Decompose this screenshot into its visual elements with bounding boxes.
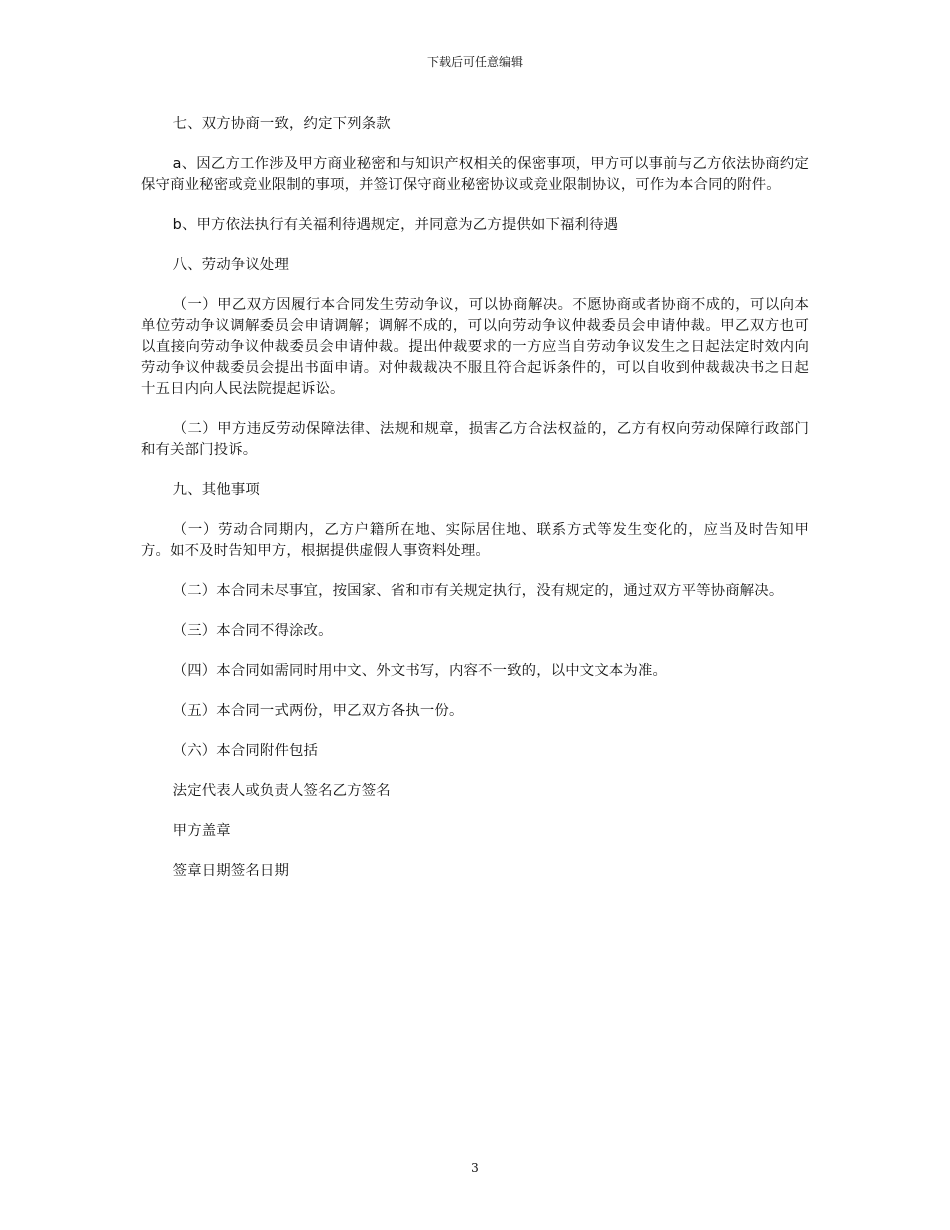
signature-line-seal: 甲方盖章 bbox=[172, 823, 231, 839]
clause-9-5: （五）本合同一式两份，甲乙双方各执一份。 bbox=[172, 703, 464, 719]
clause-7a: a、因乙方工作涉及甲方商业秘密和与知识产权相关的保密事项，甲方可以事前与乙方依法协商约定保守商业秘密或竞业限制的事项，并签订保守商业秘密协议或竞业限制协议，可作为本合同的附件。 bbox=[141, 156, 809, 193]
section-9-heading: 九、其他事项 bbox=[172, 482, 260, 498]
section-7-heading: 七、双方协商一致，约定下列条款 bbox=[172, 116, 391, 132]
clause-8-1: （一）甲乙双方因履行本合同发生劳动争议，可以协商解决。不愿协商或者协商不成的，可以向本单位劳动争议调解委员会申请调解；调解不成的，可以向劳动争议仲裁委员会申请仲裁。甲乙双方也可以直接向劳动争议仲裁委员会申请仲裁。提出仲裁要求的一方应当自劳动争议发生之日起法定时效内向劳动争议仲裁委员会提出书面申请。对仲裁裁决不服且符合起诉条件的，可以自收到仲裁裁决书之日起十五日内向人民法院提起诉讼。 bbox=[141, 297, 809, 397]
clause-9-2: （二）本合同未尽事宜，按国家、省和市有关规定执行，没有规定的，通过双方平等协商解决。 bbox=[172, 583, 784, 599]
page-number: 3 bbox=[471, 1161, 479, 1175]
document-body bbox=[141, 114, 809, 901]
clause-9-6: （六）本合同附件包括 bbox=[172, 743, 319, 759]
clause-9-1: （一）劳动合同期内，乙方户籍所在地、实际居住地、联系方式等发生变化的，应当及时告知甲方。如不及时告知甲方，根据提供虚假人事资料处理。 bbox=[141, 522, 809, 559]
clause-8-2: （二）甲方违反劳动保障法律、法规和规章，损害乙方合法权益的，乙方有权向劳动保障行政部门和有关部门投诉。 bbox=[141, 421, 809, 458]
clause-7b: b、甲方依法执行有关福利待遇规定，并同意为乙方提供如下福利待遇 bbox=[172, 217, 619, 233]
clause-9-4: （四）本合同如需同时用中文、外文书写，内容不一致的，以中文文本为准。 bbox=[172, 663, 668, 679]
page-header: 下载后可任意编辑 bbox=[426, 55, 523, 69]
clause-9-3: （三）本合同不得涂改。 bbox=[172, 623, 333, 639]
signature-line-date: 签章日期签名日期 bbox=[172, 863, 289, 879]
section-8-heading: 八、劳动争议处理 bbox=[172, 257, 289, 273]
signature-line-representative: 法定代表人或负责人签名乙方签名 bbox=[172, 783, 391, 799]
